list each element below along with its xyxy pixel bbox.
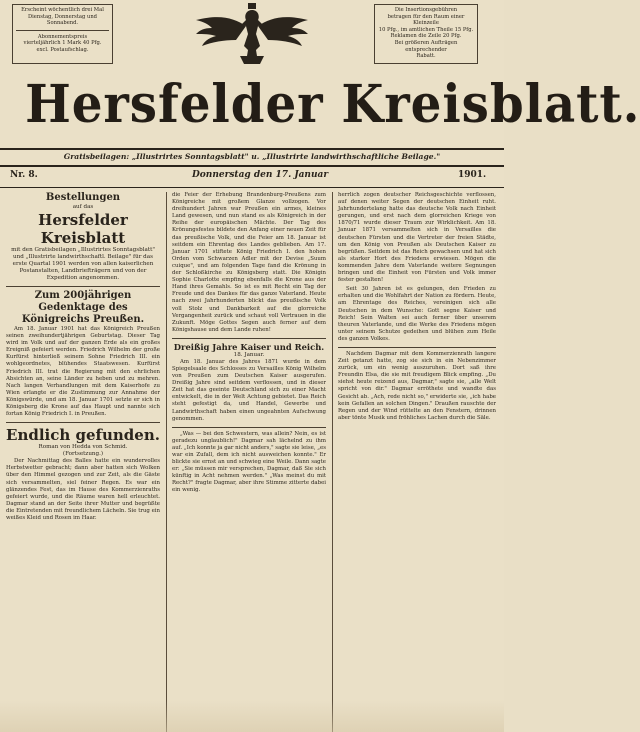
issue-year: 1901. xyxy=(458,170,487,180)
reich-text-1: herrlich zogen deutscher Reichsgeschichte verflossen, auf denen weiter Segen der deutschen Einheit ruht. Jahrhundertelang hatte das deutsche Volk nach Einheit gerungen, und erst nach dem glorreichen Kriege von 1870/71 wurde dieser Traum zur Wirklichkeit. Am 18. Januar 1871 versammelten sich in Versailles die deutschen Fürsten und die Vertreter der freien Städte, um den König von Preußen als Deutschen Kaiser zu begrüßen. Seitdem ist das Reich gewachsen und hat sich als starker Hort des Friedens erwiesen. Mögen die kommenden Jahre dem Vaterlande weitere Segnungen bringen und die Einheit von Fürsten und Volk immer fester gestalten! xyxy=(338,192,496,284)
novel-heading: Endlich gefunden. xyxy=(6,426,160,445)
order-auf: auf das xyxy=(72,204,94,210)
fees-line-5: Bei größeren Aufträgen entsprechender xyxy=(394,39,458,53)
divider xyxy=(0,165,504,167)
fees-line-6: Rabatt. xyxy=(416,53,436,60)
novel-continuation: (Fortsetzung.) xyxy=(62,451,104,458)
price-line-2: vierteljährlich 1 Mark 40 Pfg. xyxy=(23,40,102,47)
divider xyxy=(0,187,504,188)
order-title: Hersfelder Kreisblatt xyxy=(38,211,128,247)
masthead xyxy=(0,0,640,158)
order-heading: Bestellungen xyxy=(45,192,121,203)
subscription-info-box xyxy=(12,4,113,64)
dateline xyxy=(0,168,504,186)
fees-line-2: betragen für den Raum einer Kleinzeile xyxy=(387,13,465,27)
jubilee-continued: die Feier der Erhebung Brandenburg-Preußens zum Königreiche mit großem Glanze vollzogen. Vor dreihundert Jahren war Preußen ein armes, kleines Land gewesen, und nun stand es als Königreich in der Reihe der europäischen Mächte. Der Tag des Krönungsfestes bildete den Anfang einer neuen Zeit für das preußische Volk, und die Feier am 18. Januar ist seitdem ein Ehrentag des Landes geblieben. Am 17. Januar 1701 stiftete König Friedrich I. den hohen Orden vom Schwarzen Adler mit der Devise „Suum cuique", und am folgenden Tage fand die Krönung in der Schloßkirche zu Königsberg statt. Die Königin Sophie Charlotte empfing ebenfalls die Krone aus der Hand ihres Gemahls. So ist es mit Recht ein Tag der Freude und des Dankes für das ganze Vaterland. Heute nach zwei Jahrhunderten blickt das preußische Volk voll Stolz und Dankbarkeit auf die glorreiche Vergangenheit zurück und schaut voll Vertrauen in die Zukunft. Möge Gottes Segen auch ferner auf dem Königshause und dem Lande ruhen! xyxy=(172,192,326,333)
novel-text: Der Nachmittag des Balles hatte ein wundervolles Herbstwetter gebracht; dann aber hatten sich Wolken über den Himmel gezogen und zur Zeit, als die Gäste sich versammelten, siel feiner Regen. Es war ein glänzendes Fest, das im Hause des Kommerzienraths gefeiert wurde, und die Räume waren hell erleuchtet. Dagmar stand an der Seite ihrer Mutter und begrüßte die Eintretenden mit freundlichem Lächeln. Sie trug ein weißes Kleid und Rosen im Haar. xyxy=(6,458,160,521)
frequency-line-2: Dienstag, Donnerstag und Sonnabend. xyxy=(27,13,97,27)
novel-author: Roman von Hedda von Schmid. xyxy=(38,444,128,451)
frequency-line-1: Erscheint wöchentlich drei Mal xyxy=(21,7,104,13)
thirty-years-heading: Dreißig Jahre Kaiser und Reich. xyxy=(173,341,325,352)
fees-line-4: Reklamen die Zeile 20 Pfg. xyxy=(390,33,462,40)
reich-text-2: Seit 30 Jahren ist es gelungen, den Frieden zu erhalten und die Wohlfahrt der Nation zu fördern. Heute, am Ehrentage des Reiches, vereinigen sich alle Deutschen in dem Wunsche: Gott segne Kaiser und Reich! Sein Walten sei auch ferner über unserem theuren Vaterlande, und die Werke des Friedens mögen unter seinem Schutze gedeihen und blühen zum Heile des ganzen Volkes. xyxy=(338,286,496,342)
column-3 xyxy=(338,192,496,732)
thirty-years-text: Am 18. Januar des Jahres 1871 wurde in dem Spiegelsaale des Schlosses zu Versailles König Wilhelm von Preußen zum Deutschen Kaiser ausgerufen. Dreißig Jahre sind seitdem verflossen, und in dieser Zeit hat das geeinte Deutschland sich zu einer Macht entwickelt, die in der Welt Achtung gebietet. Das Reich steht gefestigt da, und Handel, Gewerbe und Landwirthschaft haben einen ungeahnten Aufschwung genommen. xyxy=(172,358,326,422)
insertion-fees-box xyxy=(374,4,478,64)
novel-dialog: „Was — bei den Schwestern, was allein? Nein, es ist geradezu unglaublich!" Dagmar sah lächelnd zu ihm auf. „Ich konnte ja gar nicht anders," sagte sie leise, „es war ein Zufall, dem ich nicht ausweichen konnte." Er blickte sie ernst an und schwieg eine Weile. Dann sagte er: „Sie müssen mir versprechen, Dagmar, daß Sie sich künftig in Acht nehmen werden." „Was meinst du mit Recht?" fragte Dagmar, aber ihre Stimme zitterte dabei ein wenig. xyxy=(172,430,326,494)
supplements-line: Gratisbeilagen: „Illustrirtes Sonntagsblatt" u. „Illustrirte landwirthschaftliche Beilage." xyxy=(63,152,441,161)
column-divider xyxy=(166,192,167,732)
column-2 xyxy=(172,192,326,732)
jubilee-text: Am 18. Januar 1901 hat das Königreich Preußen seinen zweihundertjährigen Geburtstag. Dieser Tag wird im Volk und auf der ganzen Erde als ein großes Ereigniß gefeiert werden. Friedrich Wilhelm der große Kurfürst hinterließ seinem Sohne Friedrich III. ein wohlgeordnetes, blühendes Staatswesen. Kurfürst Friedrich III. trat die Regierung mit den ehrlichen Absichten an, seine Länder zu heben und zu mehren. Nach langen Verhandlungen mit dem Kaiserhofe zu Wien erlangte er die Zustimmung zur Annahme der Königswürde, und am 18. Januar 1701 setzte er sich in Königsberg die Krone auf das Haupt und nannte sich fortan König Friedrich I. in Preußen. xyxy=(6,326,160,418)
price-line-3: excl. Postaufschlag. xyxy=(36,46,89,53)
order-text: mit den Gratisbeilagen „Illustrirtes Sonntagsblatt" und „Illustrirte landwirthschaftl. Beilage" für das erste Quartal 1901 werden von allen kaiserlichen Postanstalten, Landbriefträgern und von der Expedition angenommen. xyxy=(11,247,155,281)
thirty-years-date: 18. Januar. xyxy=(233,351,265,358)
issue-number: Nr. 8. xyxy=(10,170,38,180)
article-columns xyxy=(6,192,498,732)
fees-line-3: 10 Pfg., im amtlichen Theile 15 Pfg. xyxy=(378,26,474,33)
column-1 xyxy=(6,192,160,732)
issue-date: Donnerstag den 17. Januar xyxy=(192,170,329,180)
prussian-eagle-icon xyxy=(190,0,314,70)
price-line-1: Abonnementspreis xyxy=(37,33,88,40)
novel-text-continued: Nachdem Dagmar mit dem Kommerzienrath langere Zeit getanzt hatte, zog sie sich in ein Nebenzimmer zurück, um ein wenig auszuruhen. Dort saß ihre Freundin Elsa, die sie mit freudigem Blick empfing. „Du siehst heute reizend aus, Dagmar," sagte sie, „alle Welt spricht von dir." Dagmar erröthete und wandte das Gesicht ab. „Ach, rede nicht so," erwiderte sie, „ich habe kein Gefallen an solchen Dingen." Draußen rauschte der Regen und der Wind rüttelte an den Fenstern, drinnen aber tönte Musik und fröhliches Lachen durch die Säle. xyxy=(338,350,496,421)
newspaper-title: Hersfelder Kreisblatt. xyxy=(25,74,640,135)
fees-line-1: Die Insertionsgebühren xyxy=(394,7,458,13)
jubilee-heading: Zum 200jährigen Gedenktage des Königreichs Preußen. xyxy=(21,290,145,325)
column-divider xyxy=(332,192,333,732)
